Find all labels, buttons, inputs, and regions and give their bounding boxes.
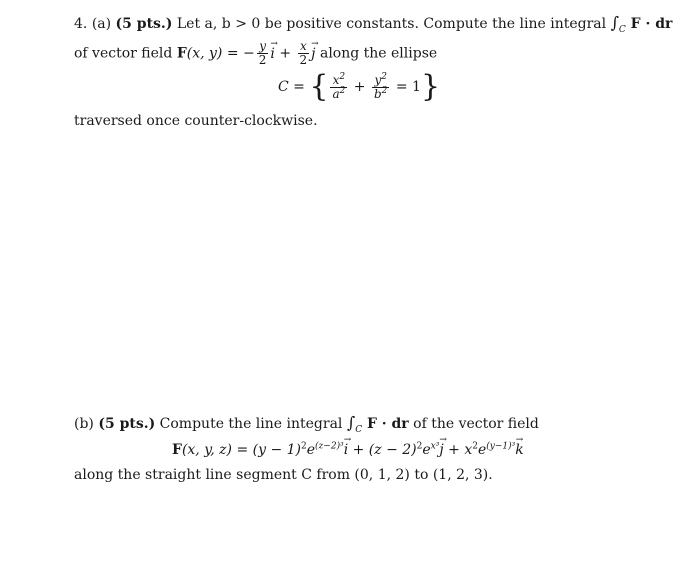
exponent: 2	[416, 441, 423, 452]
exponential-e: e	[306, 442, 316, 458]
problem-text: along the ellipse	[315, 45, 438, 62]
points-label: (5 pts.)	[115, 16, 173, 32]
fraction-y2-over-b2	[372, 71, 389, 101]
problem-text: of vector field	[74, 45, 177, 62]
integrand: F · dr	[625, 16, 673, 32]
ellipse-definition	[278, 69, 441, 104]
unit-vector-j: → j	[439, 441, 443, 459]
variable: a	[332, 86, 340, 101]
field-term: + x	[443, 442, 473, 458]
integral-sign: ∫	[610, 13, 619, 32]
fraction-denominator: 2	[258, 53, 267, 67]
fraction-denominator	[372, 87, 389, 101]
ellipse-rhs: = 1	[395, 79, 421, 95]
problem-number: 4.	[74, 16, 88, 32]
integral-subscript: C	[355, 424, 363, 435]
fraction-denominator	[330, 87, 347, 101]
variable: b	[373, 86, 382, 101]
ellipse-lhs: C =	[278, 79, 305, 95]
problem-b-vector-field	[172, 441, 524, 459]
field-name: F	[172, 442, 182, 458]
exponent: (y−1)³	[486, 441, 516, 452]
part-label: (a)	[91, 16, 112, 32]
exponential-e: e	[422, 442, 431, 458]
exponent: 2	[301, 441, 307, 452]
exponent: 2	[339, 85, 346, 96]
integrand: F · dr	[362, 416, 409, 432]
field-name: F	[176, 45, 187, 62]
right-brace: }	[420, 69, 441, 104]
part-label: (b)	[74, 416, 94, 432]
exponent: x³	[430, 441, 440, 452]
fraction-numerator: y	[259, 39, 266, 53]
variable: y	[374, 72, 382, 87]
plus-sign: +	[274, 45, 296, 62]
fraction-x2-over-a2	[330, 71, 347, 101]
exponent: 2	[472, 441, 478, 452]
field-args: (x, y) = −	[186, 45, 255, 62]
field-args: (x, y, z) = (y − 1)	[181, 442, 302, 458]
problem-b-line-1	[74, 414, 539, 439]
problem-text: Compute the line integral	[155, 416, 347, 432]
left-brace: {	[309, 69, 329, 104]
fraction-denominator: 2	[299, 53, 308, 67]
variable: x	[332, 72, 340, 87]
exponential-e: e	[477, 442, 487, 458]
unit-vector-i: → i	[344, 441, 348, 459]
problem-text: of the vector field	[408, 416, 539, 432]
problem-text: Let a, b > 0 be positive constants. Compute the line integral	[172, 16, 611, 32]
fraction-y-over-2	[257, 40, 269, 67]
problem-a-line-4: traversed once counter-clockwise.	[74, 113, 318, 129]
problem-a-line-2	[74, 40, 437, 67]
points-label: (5 pts.)	[98, 416, 156, 432]
plus-sign: +	[353, 79, 366, 95]
exponent: 2	[339, 71, 346, 82]
exponent: (z−2)³	[315, 441, 344, 452]
unit-vector-i: → i	[270, 45, 274, 63]
problem-b-line-3: along the straight line segment C from (0, 1, 2) to (1, 2, 3).	[74, 467, 493, 483]
integral-subscript: C	[618, 24, 626, 35]
problem-a-line-1	[74, 14, 672, 39]
fraction-x-over-2	[298, 40, 310, 67]
field-term: + (z − 2)	[348, 442, 417, 458]
integral-sign: ∫	[346, 413, 356, 432]
exponent: 2	[381, 71, 387, 82]
unit-vector-j: → j	[311, 45, 315, 63]
unit-vector-k: → k	[515, 441, 523, 459]
fraction-numerator: x	[299, 39, 307, 53]
exponent: 2	[381, 85, 388, 96]
